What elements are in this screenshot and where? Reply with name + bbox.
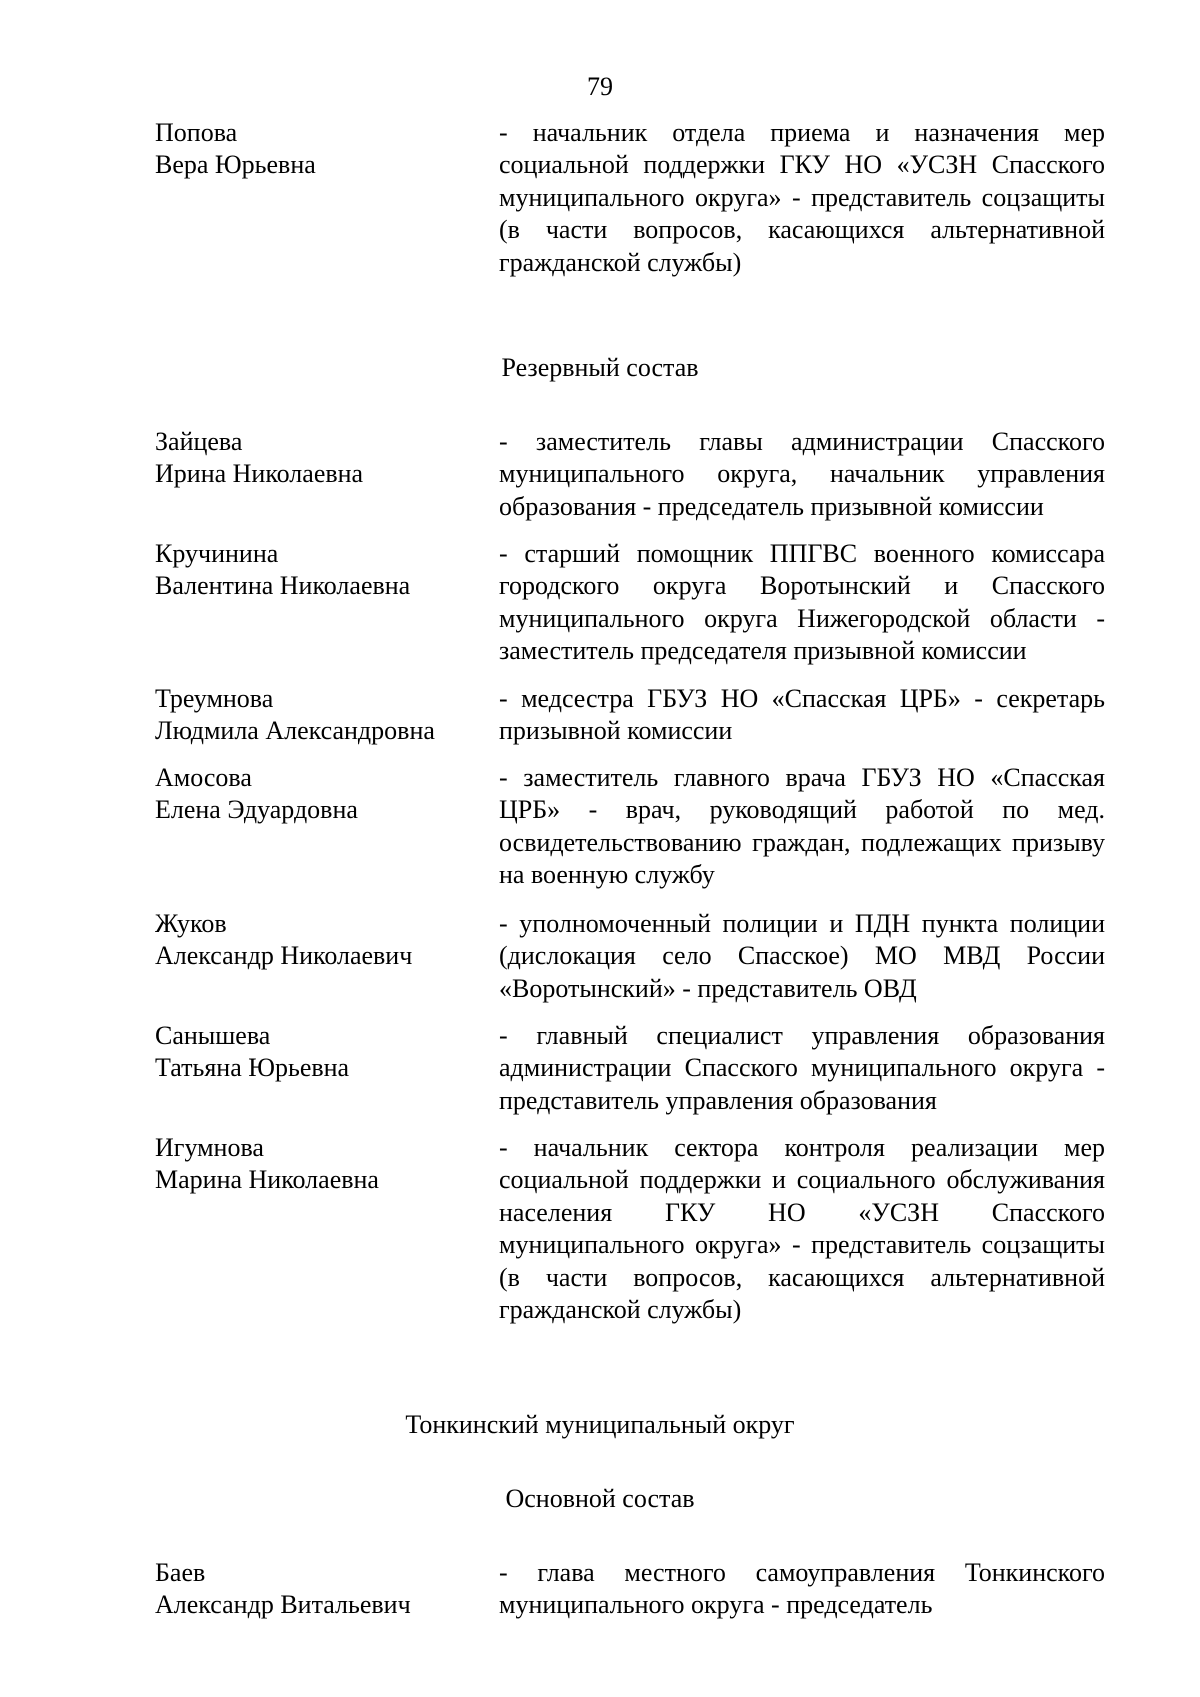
member-role: - заместитель главы администрации Спасского муниципального округа, начальник управления образования - председатель призывной комиссии [499, 427, 1105, 521]
member-surname: Амосова [155, 763, 252, 792]
member-role: - начальник сектора контроля реализации мер социальной поддержки и социального обслуживания населения ГКУ НО «УСЗН Спасского муниципального округа» - представитель соцзащиты (в части вопросов, касающихся альтернативной гражданской службы) [499, 1133, 1105, 1325]
member-name [155, 1020, 475, 1085]
member-role: - заместитель главного врача ГБУЗ НО «Спасская ЦРБ» - врач, руководящий работой по мед. освидетельствованию граждан, подлежащих призыву на военную службу [499, 763, 1105, 890]
member-surname: Санышева [155, 1021, 271, 1050]
member-role: - начальник отдела приема и назначения мер социальной поддержки ГКУ НО «УСЗН Спасского муниципального округа» - представитель соцзащиты (в части вопросов, касающихся альтернативной гражданской службы) [499, 118, 1105, 277]
member-surname: Игумнова [155, 1133, 264, 1162]
section-heading-reserve: Резервный состав [501, 353, 699, 382]
member-role: - главный специалист управления образования администрации Спасского муниципального округа - представитель управления образования [499, 1021, 1105, 1115]
member-name [155, 426, 475, 491]
section-heading-district: Тонкинский муниципальный округ [405, 1410, 795, 1439]
member-given-names: Ирина Николаевна [155, 459, 364, 489]
member-given-names: Людмила Александровна [155, 716, 435, 746]
member-given-names: Елена Эдуардовна [155, 795, 358, 825]
member-surname: Баев [155, 1558, 206, 1587]
member-name [155, 683, 475, 748]
member-given-names: Вера Юрьевна [155, 150, 316, 180]
member-name [155, 762, 475, 827]
member-given-names: Александр Николаевич [155, 941, 413, 971]
member-surname: Кручинина [155, 539, 279, 568]
member-role: - глава местного самоуправления Тонкинского муниципального округа - председатель [499, 1558, 1105, 1620]
member-given-names: Марина Николаевна [155, 1165, 379, 1195]
member-name [155, 1557, 475, 1622]
member-role: - уполномоченный полиции и ПДН пункта полиции (дислокация село Спасское) МО МВД России «Воротынский» - представитель ОВД [499, 909, 1105, 1003]
member-given-names: Валентина Николаевна [155, 571, 411, 601]
page-number: 79 [587, 72, 613, 101]
member-given-names: Александр Витальевич [155, 1590, 411, 1620]
member-surname: Попова [155, 118, 238, 147]
member-name [155, 1132, 475, 1197]
section-heading-main: Основной состав [505, 1484, 695, 1513]
member-name [155, 538, 475, 603]
member-given-names: Татьяна Юрьевна [155, 1053, 350, 1083]
member-surname: Жуков [155, 909, 227, 938]
member-role: - старший помощник ППГВС военного комиссара городского округа Воротынский и Спасского муниципального округа Нижегородской области - заместитель председателя призывной комиссии [499, 539, 1105, 666]
member-name [155, 117, 475, 182]
member-surname: Треумнова [155, 684, 274, 713]
member-name [155, 908, 475, 973]
member-role: - медсестра ГБУЗ НО «Спасская ЦРБ» - секретарь призывной комиссии [499, 684, 1105, 746]
member-surname: Зайцева [155, 427, 243, 456]
